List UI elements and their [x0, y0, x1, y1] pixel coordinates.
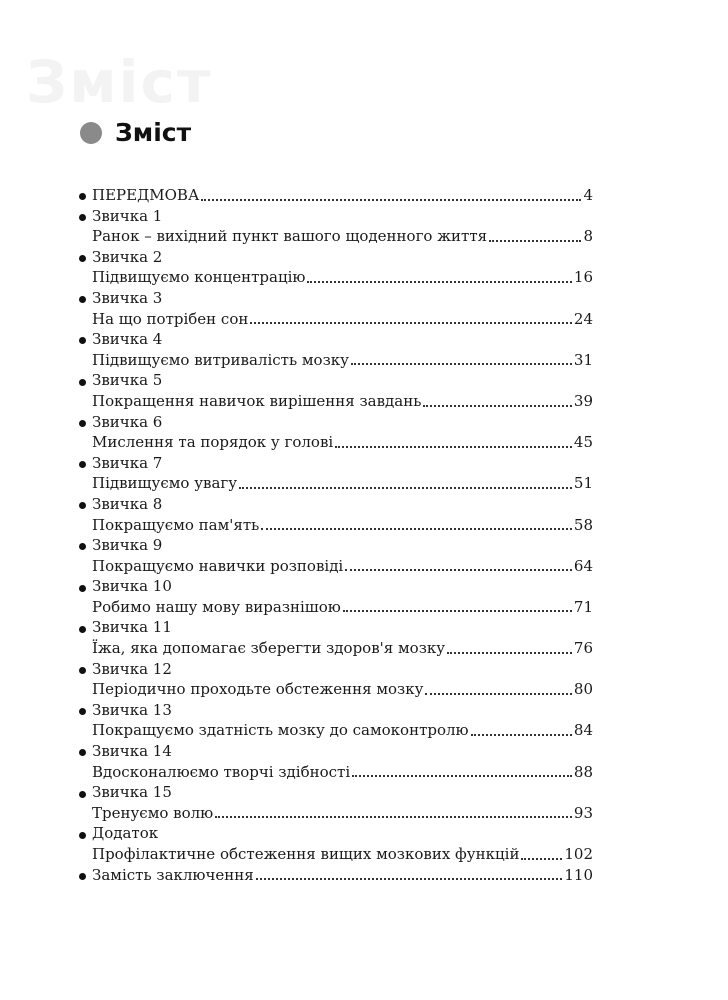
entry-bullet-icon — [78, 206, 92, 227]
indent-spacer — [78, 762, 92, 783]
entry-page-number: 4 — [583, 186, 593, 204]
entry-subtitle: На що потрібен сон — [92, 309, 249, 328]
toc-entry-subtitle-line[interactable] — [78, 350, 593, 371]
toc-entry[interactable] — [78, 185, 593, 206]
entry-page-number: 88 — [573, 762, 593, 781]
dot-leader — [352, 775, 572, 777]
toc-entry[interactable] — [78, 535, 593, 556]
toc-entry-subtitle-line[interactable] — [78, 679, 593, 700]
bullet-dot-icon — [79, 667, 86, 674]
entry-subtitle: Робимо нашу мову виразнішою — [92, 597, 341, 616]
toc-entry-subtitle-line[interactable] — [78, 226, 593, 247]
entry-subtitle: Їжа, яка допомагає зберегти здоров'я мозку — [92, 639, 446, 658]
bullet-dot-icon — [79, 461, 86, 468]
dot-leader — [256, 878, 563, 880]
entry-chapter: Звичка 2 — [92, 247, 163, 266]
toc-entry[interactable] — [78, 288, 593, 309]
entry-chapter: Звичка 10 — [92, 577, 172, 596]
toc-entry[interactable] — [78, 453, 593, 474]
entry-page-number: 24 — [573, 309, 593, 328]
entry-chapter: Звичка 5 — [92, 371, 163, 390]
bullet-dot-icon — [79, 708, 86, 715]
toc-entry-subtitle-line[interactable] — [78, 473, 593, 494]
toc-entry-subtitle-line[interactable] — [78, 844, 593, 865]
entry-subtitle: Вдосконалюємо творчі здібності — [92, 762, 351, 781]
bullet-dot-icon — [79, 585, 86, 592]
indent-spacer — [78, 597, 92, 618]
entry-bullet-icon — [78, 782, 92, 803]
dot-leader — [489, 240, 581, 242]
entry-chapter: Звичка 9 — [92, 536, 163, 555]
entry-bullet-icon — [78, 185, 92, 206]
entry-subtitle: Підвищуємо увагу — [92, 474, 238, 493]
indent-spacer — [78, 679, 92, 700]
entry-chapter: Звичка 15 — [92, 783, 172, 802]
entry-page-number: 71 — [573, 597, 593, 616]
entry-page-number: 76 — [573, 639, 593, 658]
entry-bullet-icon — [78, 370, 92, 391]
toc-header — [80, 118, 191, 147]
entry-chapter: Звичка 6 — [92, 412, 163, 431]
entry-subtitle: Покращуємо навички розповіді — [92, 556, 344, 575]
bullet-dot-icon — [79, 193, 86, 200]
dot-leader — [239, 487, 572, 489]
entry-bullet-icon — [78, 659, 92, 680]
toc-entry[interactable] — [78, 823, 593, 844]
page-title: Зміст — [115, 118, 192, 147]
bullet-dot-icon — [79, 543, 86, 550]
entry-page-number: 16 — [573, 268, 593, 287]
dot-leader — [447, 652, 572, 654]
entry-chapter: Звичка 3 — [92, 288, 163, 307]
dot-leader — [201, 199, 581, 201]
toc-entry[interactable] — [78, 865, 593, 886]
entry-chapter: Звичка 1 — [92, 206, 163, 225]
bullet-dot-icon — [79, 214, 86, 221]
indent-spacer — [78, 309, 92, 330]
entry-bullet-icon — [78, 823, 92, 844]
entry-page-number: 8 — [583, 227, 593, 246]
dot-leader — [261, 528, 572, 530]
entry-bullet-icon — [78, 412, 92, 433]
entry-bullet-icon — [78, 247, 92, 268]
dot-leader — [471, 734, 572, 736]
bullet-dot-icon — [79, 749, 86, 756]
entry-chapter: ПЕРЕДМОВА — [92, 186, 200, 204]
entry-bullet-icon — [78, 576, 92, 597]
toc-entry[interactable] — [78, 659, 593, 680]
indent-spacer — [78, 267, 92, 288]
entry-chapter: Звичка 7 — [92, 453, 163, 472]
entry-subtitle: Покращуємо здатність мозку до самоконтролю — [92, 721, 469, 740]
toc-entry-subtitle-line[interactable] — [78, 391, 593, 412]
entry-bullet-icon — [78, 329, 92, 350]
toc-entry-subtitle-line[interactable] — [78, 267, 593, 288]
indent-spacer — [78, 391, 92, 412]
entry-page-number: 80 — [573, 680, 593, 699]
dot-leader — [343, 610, 572, 612]
entry-bullet-icon — [78, 617, 92, 638]
entry-chapter: Замість заключення — [92, 865, 254, 884]
bullet-dot-icon — [79, 379, 86, 386]
entry-bullet-icon — [78, 741, 92, 762]
entry-subtitle: Ранок – вихідний пункт вашого щоденного життя — [92, 227, 488, 246]
entry-page-number: 31 — [573, 350, 593, 369]
bullet-dot-icon — [79, 502, 86, 509]
table-of-contents — [78, 185, 593, 885]
toc-entry-subtitle-line[interactable] — [78, 556, 593, 577]
dot-leader — [425, 693, 571, 695]
entry-bullet-icon — [78, 494, 92, 515]
entry-subtitle: Підвищуємо витривалість мозку — [92, 350, 349, 369]
entry-subtitle: Періодично проходьте обстеження мозку — [92, 680, 424, 699]
entry-page-number: 84 — [573, 721, 593, 740]
toc-entry-subtitle-line[interactable] — [78, 309, 593, 330]
indent-spacer — [78, 638, 92, 659]
toc-entry-subtitle-line[interactable] — [78, 432, 593, 453]
toc-entry[interactable] — [78, 576, 593, 597]
indent-spacer — [78, 226, 92, 247]
entry-chapter: Звичка 12 — [92, 659, 172, 678]
toc-entry-subtitle-line[interactable] — [78, 515, 593, 536]
indent-spacer — [78, 473, 92, 494]
toc-entry[interactable] — [78, 370, 593, 391]
entry-bullet-icon — [78, 288, 92, 309]
dot-leader — [351, 363, 572, 365]
toc-entry-subtitle-line[interactable] — [78, 803, 593, 824]
indent-spacer — [78, 515, 92, 536]
toc-entry[interactable] — [78, 247, 593, 268]
entry-subtitle: Профілактичне обстеження вищих мозкових функцій — [92, 845, 520, 863]
indent-spacer — [78, 432, 92, 453]
indent-spacer — [78, 803, 92, 824]
entry-subtitle: Підвищуємо концентрацію — [92, 268, 306, 287]
bullet-dot-icon — [79, 255, 86, 262]
toc-entry[interactable] — [78, 617, 593, 638]
entry-page-number: 93 — [573, 803, 593, 822]
dot-leader — [423, 405, 572, 407]
entry-page-number: 51 — [573, 474, 593, 493]
dot-leader — [345, 569, 572, 571]
entry-chapter: Звичка 4 — [92, 330, 163, 349]
indent-spacer — [78, 556, 92, 577]
entry-bullet-icon — [78, 865, 92, 886]
toc-entry-subtitle-line[interactable] — [78, 597, 593, 618]
entry-page-number: 64 — [573, 556, 593, 575]
entry-subtitle: Тренуємо волю — [92, 803, 214, 822]
toc-entry[interactable] — [78, 206, 593, 227]
toc-entry[interactable] — [78, 700, 593, 721]
indent-spacer — [78, 844, 92, 865]
entry-page-number: 102 — [564, 845, 593, 863]
toc-entry-subtitle-line[interactable] — [78, 762, 593, 783]
toc-entry[interactable] — [78, 741, 593, 762]
bullet-dot-icon — [79, 791, 86, 798]
entry-subtitle: Покращуємо пам'ять — [92, 515, 260, 534]
entry-page-number: 58 — [573, 515, 593, 534]
dot-leader — [215, 816, 572, 818]
faded-background-heading: Зміст — [26, 48, 213, 116]
entry-chapter: Звичка 14 — [92, 742, 172, 761]
bullet-dot-icon — [79, 296, 86, 303]
entry-page-number: 45 — [573, 433, 593, 452]
dot-leader — [521, 858, 562, 860]
bullet-dot-icon — [79, 626, 86, 633]
toc-entry[interactable] — [78, 782, 593, 803]
indent-spacer — [78, 350, 92, 371]
bullet-dot-icon — [79, 873, 86, 880]
dot-leader — [307, 281, 571, 283]
dot-leader — [250, 322, 572, 324]
bullet-dot-icon — [79, 832, 86, 839]
dot-leader — [335, 446, 572, 448]
entry-bullet-icon — [78, 453, 92, 474]
entry-bullet-icon — [78, 535, 92, 556]
toc-entry-subtitle-line[interactable] — [78, 638, 593, 659]
entry-subtitle: Мислення та порядок у голові — [92, 433, 334, 452]
bullet-dot-icon — [79, 337, 86, 344]
bullet-dot-icon — [79, 420, 86, 427]
entry-page-number: 110 — [564, 865, 593, 884]
indent-spacer — [78, 720, 92, 741]
toc-entry[interactable] — [78, 412, 593, 433]
toc-entry[interactable] — [78, 329, 593, 350]
title-bullet-icon — [80, 122, 102, 144]
entry-chapter: Звичка 8 — [92, 494, 163, 513]
entry-page-number: 39 — [573, 391, 593, 410]
entry-chapter: Звичка 11 — [92, 618, 172, 637]
toc-entry[interactable] — [78, 494, 593, 515]
entry-chapter: Додаток — [92, 824, 159, 843]
entry-bullet-icon — [78, 700, 92, 721]
toc-entry-subtitle-line[interactable] — [78, 720, 593, 741]
entry-subtitle: Покращення навичок вирішення завдань — [92, 391, 422, 410]
entry-chapter: Звичка 13 — [92, 700, 172, 719]
